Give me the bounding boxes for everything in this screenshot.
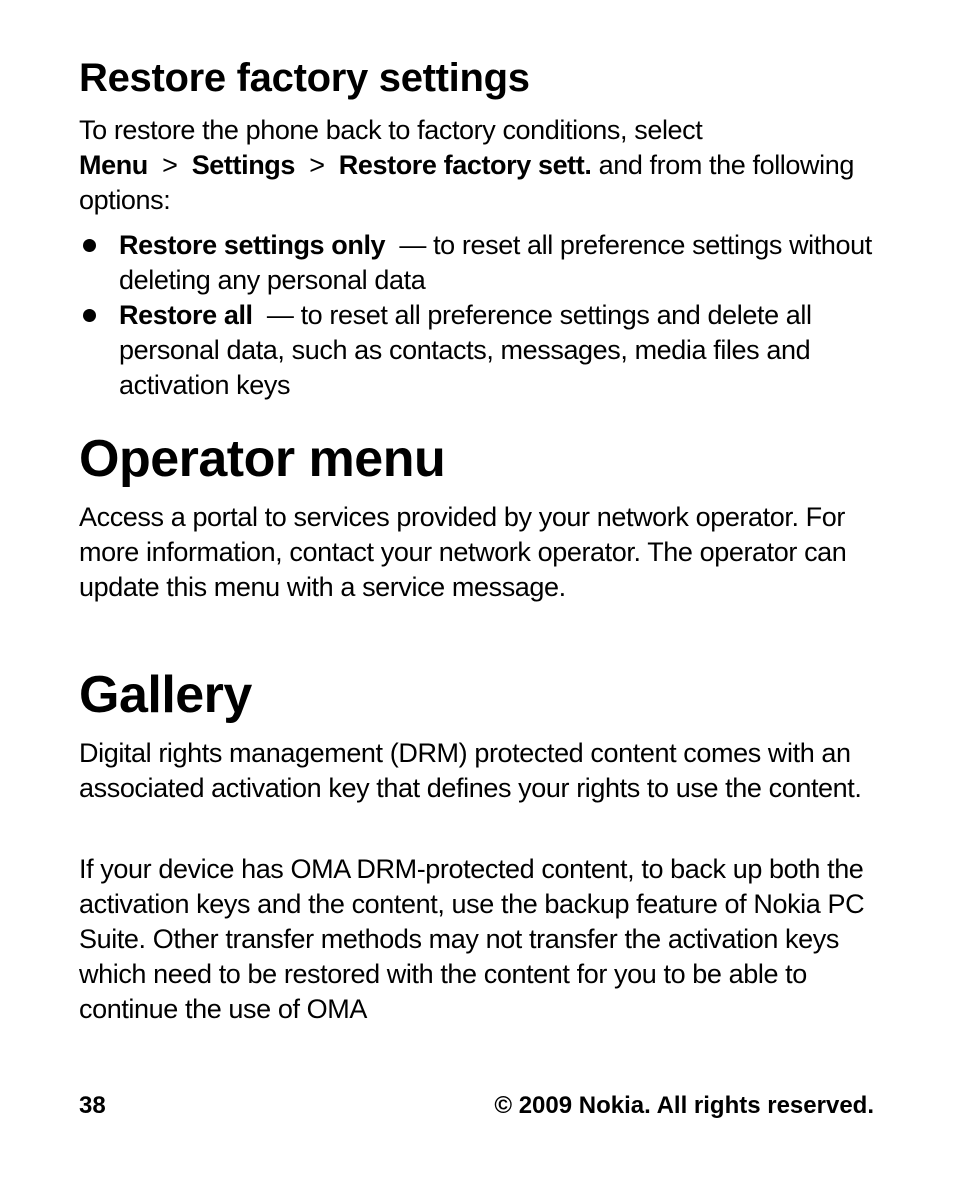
gallery-paragraph-drm: Digital rights management (DRM) protected content comes with an associated activation key that defines your rights to use the content. [79, 738, 862, 803]
restore-intro-tail: and from the following options: [79, 150, 854, 215]
option-label: Restore settings only [119, 230, 386, 260]
option-description: — to reset all preference settings without deleting any personal data [119, 230, 872, 295]
restore-intro-paragraph [79, 113, 879, 218]
menu-path-separator: > [162, 150, 178, 180]
restore-options-list [79, 228, 879, 403]
menu-path-settings: Settings [191, 150, 295, 180]
gallery-heading: Gallery [79, 666, 252, 724]
gallery-paragraph-backup: If your device has OMA DRM-protected content, to back up both the activation keys and the content, use the backup feature of Nokia PC Suite. Other transfer methods may not transfer the activation keys which need to be restored with the content for you to be able to continue the use of OMA [79, 854, 865, 1024]
copyright-notice: © 2009 Nokia. All rights reserved. [494, 1092, 874, 1119]
page-number: 38 [79, 1092, 106, 1119]
menu-path-separator: > [309, 150, 325, 180]
menu-path-menu: Menu [79, 150, 148, 180]
option-description: — to reset all preference settings and delete all personal data, such as contacts, messages, media files and activation keys [119, 300, 812, 400]
bullet-icon [83, 239, 96, 252]
restore-factory-settings-heading: Restore factory settings [79, 56, 530, 100]
operator-menu-paragraph: Access a portal to services provided by your network operator. For more information, contact your network operator. The operator can update this menu with a service message. [79, 502, 847, 602]
bullet-icon [83, 309, 96, 322]
operator-menu-heading: Operator menu [79, 430, 446, 488]
menu-path-restore: Restore factory sett. [338, 150, 592, 180]
list-item [79, 228, 879, 298]
list-item [79, 298, 879, 403]
option-label: Restore all [119, 300, 253, 330]
restore-intro-lead: To restore the phone back to factory conditions, select [79, 115, 703, 145]
